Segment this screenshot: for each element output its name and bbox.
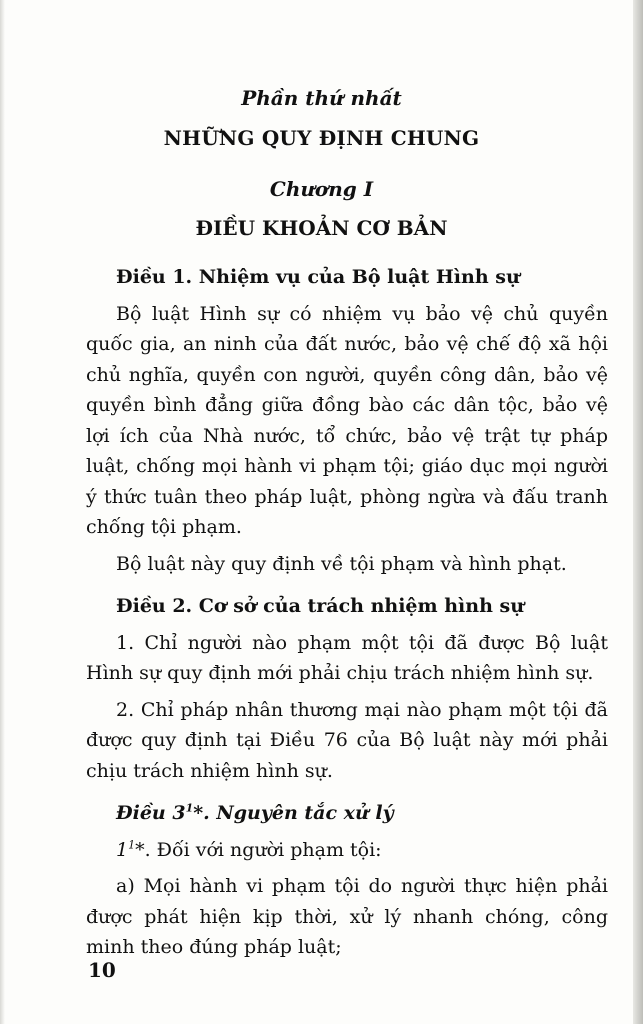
footnote-marker: 1	[128, 838, 136, 852]
footnote-marker: 1	[185, 801, 194, 815]
article-3-heading-prefix: Điều 3	[116, 802, 186, 824]
chapter-title: Chương I	[269, 177, 374, 201]
article-3-clause-1	[86, 835, 608, 866]
page-edge-left	[0, 0, 5, 1024]
clause-number: 1	[116, 838, 129, 861]
page-edge-right	[633, 0, 643, 1024]
article-1-heading: Điều 1. Nhiệm vụ của Bộ luật Hình sự	[116, 266, 520, 288]
page-number: 10	[88, 958, 116, 982]
article-3-item-a: a) Mọi hành vi phạm tội do người thực hiện phải được phát hiện kịp thời, xử lý nhanh chóng, công minh theo đúng pháp luật;	[86, 875, 608, 958]
part-subtitle: NHỮNG QUY ĐỊNH CHUNG	[163, 126, 480, 150]
article-2-clause: 1. Chỉ người nào phạm một tội đã được Bộ luật Hình sự quy định mới phải chịu trách nhiệm hình sự.	[86, 631, 608, 684]
article-2-clause: 2. Chỉ pháp nhân thương mại nào phạm một tội đã được quy định tại Điều 76 của Bộ luật này mới phải chịu trách nhiệm hình sự.	[86, 698, 608, 782]
clause-text: *. Đối với người phạm tội:	[135, 838, 382, 861]
article-1-paragraph: Bộ luật Hình sự có nhiệm vụ bảo vệ chủ quyền quốc gia, an ninh của đất nước, bảo vệ chế độ xã hội chủ nghĩa, quyền con người, quyền công dân, bảo vệ quyền bình đẳng giữa đồng bào các dân tộc, bảo vệ lợi ích của Nhà nước, tổ chức, bảo vệ trật tự pháp luật, chống mọi hành vi phạm tội; giáo dục mọi người ý thức tuân theo pháp luật, phòng ngừa và đấu tranh chống tội phạm.	[86, 302, 608, 538]
chapter-subtitle: ĐIỀU KHOẢN CƠ BẢN	[195, 216, 448, 240]
page-body	[86, 262, 608, 963]
part-title: Phần thứ nhất	[241, 86, 402, 110]
article-2-heading: Điều 2. Cơ sở của trách nhiệm hình sự	[116, 595, 525, 617]
article-3-heading-suffix: *. Nguyên tắc xử lý	[193, 802, 394, 824]
article-1-paragraph: Bộ luật này quy định về tội phạm và hình phạt.	[116, 552, 567, 575]
article-3-heading	[86, 798, 608, 829]
